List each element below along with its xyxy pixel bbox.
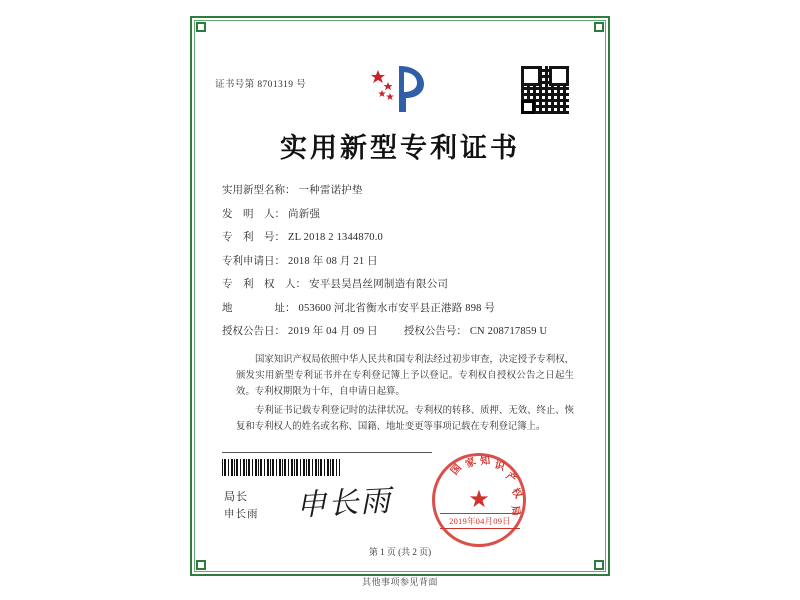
grant-announcement-row — [222, 323, 584, 338]
seal-star-icon: ★ — [468, 487, 490, 513]
legal-paragraph: 专利证书记载专利登记时的法律状况。专利权的转移、质押、无效、终止、恢复和专利权人的姓名或名称、国籍、地址变更等事项记载在专利登记簿上。 — [236, 406, 574, 432]
field-label: 专 利 权 人： — [222, 279, 306, 290]
legal-text-block — [236, 352, 574, 438]
field-value: 一种雷诺护垫 — [298, 185, 363, 196]
corner-ornament-tr — [594, 22, 604, 32]
field-row — [222, 253, 584, 268]
field-row — [222, 229, 584, 244]
certificate-number: 证书号第 8701319 号 — [215, 80, 307, 90]
field-value: ZL 2018 2 1344870.0 — [288, 232, 383, 243]
director-label: 局长 — [224, 491, 248, 503]
grant-date-value: 2019 年 04 月 09 日 — [288, 326, 378, 337]
legal-paragraph: 国家知识产权局依照中华人民共和国专利法经过初步审查，决定授予专利权，颁发实用新型专利证书并在专利登记簿上予以登记。专利权自授权公告之日起生效。专利权期限为十年，自申请日起算。 — [236, 355, 574, 397]
footnote: 其他事项参见背面 — [361, 577, 438, 587]
field-label: 发 明 人： — [222, 208, 285, 220]
qr-code-finder-bottom-left-icon — [521, 100, 535, 114]
field-label: 专 利 号： — [222, 232, 285, 243]
field-label: 专利申请日： — [222, 255, 285, 267]
field-row — [222, 300, 584, 315]
handwritten-signature: 申长雨 — [295, 483, 394, 524]
seal-date: 2019年04月09日 — [440, 513, 520, 529]
field-row — [222, 206, 584, 221]
field-value: 053600 河北省衡水市安平县正港路 898 号 — [298, 302, 496, 314]
field-label: 地 址： — [222, 302, 296, 314]
grant-number-label: 授权公告号： — [403, 326, 467, 337]
cnipa-logo-icon — [368, 60, 438, 118]
field-row — [222, 182, 584, 197]
corner-ornament-tl — [196, 22, 206, 32]
grant-number-value: CN 208717859 U — [469, 326, 548, 337]
grant-date-label: 授权公告日： — [222, 326, 285, 337]
field-row — [222, 276, 584, 291]
barcode — [222, 459, 340, 476]
barcode-separator — [222, 452, 432, 453]
corner-ornament-bl — [196, 560, 206, 570]
certificate-fields — [222, 182, 584, 347]
field-value: 尚新强 — [288, 208, 321, 220]
field-value: 2018 年 08 月 21 日 — [288, 255, 378, 267]
page-title: 实用新型专利证书 — [280, 133, 520, 164]
director-name: 申长雨 — [224, 509, 259, 520]
seal-ring-text: 国 家 知 识 产 权 局 — [449, 455, 524, 517]
page-number: 第 1 页 (共 2 页) — [368, 547, 432, 557]
corner-ornament-br — [594, 560, 604, 570]
field-label: 实用新型名称： — [222, 185, 296, 196]
field-value: 安平县昊昌丝网制造有限公司 — [309, 279, 449, 290]
